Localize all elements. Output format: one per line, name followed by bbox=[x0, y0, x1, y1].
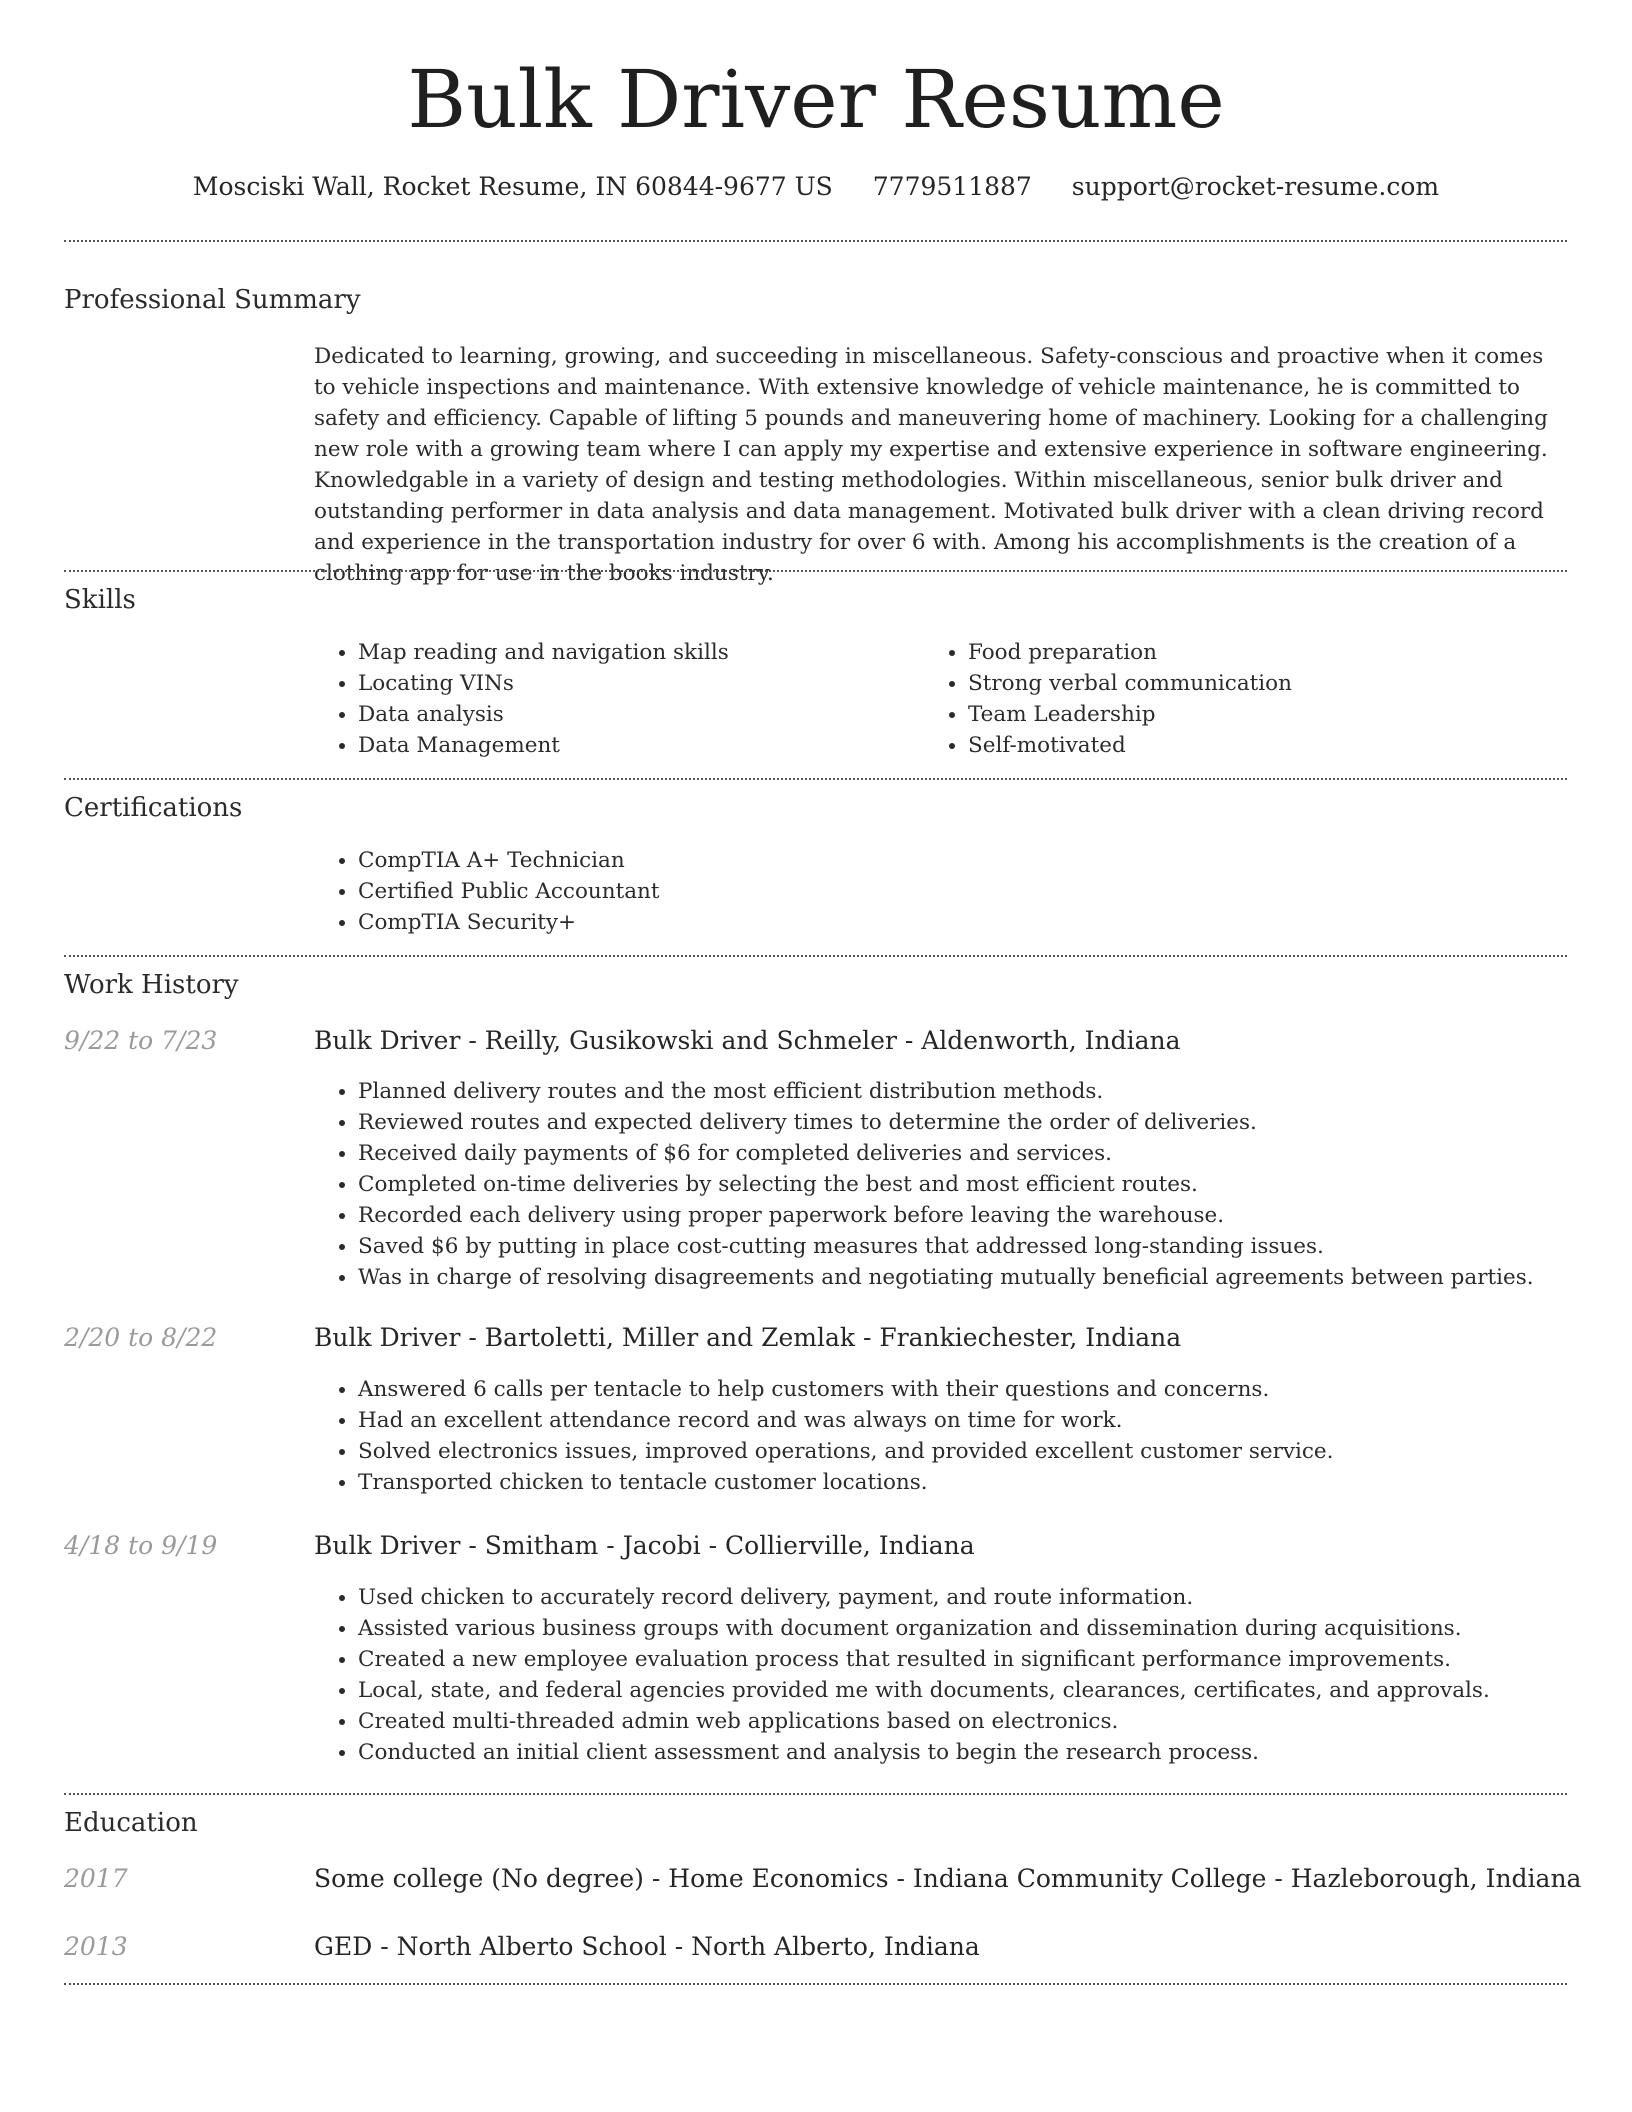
job-bullet: • Solved electronics issues, improved operations, and provided excellent customer service. bbox=[358, 1436, 1611, 1467]
certification-item: • Certified Public Accountant bbox=[358, 876, 1558, 907]
job-title: Bulk Driver - Bartoletti, Miller and Zemlak - Frankiechester, Indiana bbox=[314, 1323, 1182, 1352]
education-year: 2013 bbox=[64, 1932, 128, 1961]
job-dates: 9/22 to 7/23 bbox=[64, 1026, 218, 1055]
skill-item: • Data Management bbox=[358, 730, 918, 761]
section-divider bbox=[64, 1793, 1567, 1795]
work-history-heading: Work History bbox=[64, 970, 239, 1000]
contact-line bbox=[0, 170, 1632, 204]
section-divider bbox=[64, 240, 1567, 242]
contact-phone: 7779511887 bbox=[872, 172, 1032, 201]
skills-list-right bbox=[924, 637, 1568, 761]
job-bullet: • Answered 6 calls per tentacle to help customers with their questions and concerns. bbox=[358, 1374, 1611, 1405]
section-divider bbox=[64, 955, 1567, 957]
skill-item: • Map reading and navigation skills bbox=[358, 637, 918, 668]
section-divider bbox=[64, 570, 1567, 572]
education-heading: Education bbox=[64, 1808, 198, 1838]
job-bullet: • Transported chicken to tentacle customer locations. bbox=[358, 1467, 1611, 1498]
skill-item: • Strong verbal communication bbox=[968, 668, 1568, 699]
job-bullet: • Assisted various business groups with document organization and dissemination during acquisitions. bbox=[358, 1613, 1611, 1644]
certifications-heading: Certifications bbox=[64, 793, 243, 823]
skill-item: • Locating VINs bbox=[358, 668, 918, 699]
summary-text: Dedicated to learning, growing, and succeeding in miscellaneous. Safety-conscious and proactive when it comes to vehicle inspections and maintenance. With extensive knowledge of vehicle maintenance, he is committed to safety and efficiency. Capable of lifting 5 pounds and maneuvering home of machinery. Looking for a challenging new role with a growing team where I can apply my expertise and extensive experience in software engineering. Knowledgable in a variety of design and testing methodologies. Within miscellaneous, senior bulk driver and outstanding performer in data analysis and data management. Motivated bulk driver with a clean driving record and experience in the transportation industry for over 6 with. Among his accomplishments is the creation of a clothing app for use in the books industry. bbox=[314, 344, 1548, 586]
resume-title: Bulk Driver Resume bbox=[407, 53, 1225, 146]
certification-item: • CompTIA Security+ bbox=[358, 907, 1558, 938]
education-entry: GED - North Alberto School - North Alberto, Indiana bbox=[314, 1932, 980, 1961]
job-dates: 4/18 to 9/19 bbox=[64, 1531, 218, 1560]
job-bullet: • Was in charge of resolving disagreements and negotiating mutually beneficial agreements between parties. bbox=[358, 1262, 1611, 1293]
job-bullet: • Completed on-time deliveries by selecting the best and most efficient routes. bbox=[358, 1169, 1611, 1200]
summary-heading: Professional Summary bbox=[64, 285, 361, 315]
job-bullet: • Received daily payments of $6 for completed deliveries and services. bbox=[358, 1138, 1611, 1169]
skill-item: • Team Leadership bbox=[968, 699, 1568, 730]
job-bullets bbox=[314, 1582, 1611, 1768]
job-bullet: • Saved $6 by putting in place cost-cutting measures that addressed long-standing issues. bbox=[358, 1231, 1611, 1262]
job-bullet: • Reviewed routes and expected delivery times to determine the order of deliveries. bbox=[358, 1107, 1611, 1138]
job-bullet: • Local, state, and federal agencies provided me with documents, clearances, certificates, and approvals. bbox=[358, 1675, 1611, 1706]
contact-address: Mosciski Wall, Rocket Resume, IN 60844-9677 US bbox=[192, 172, 833, 201]
skills-list-left bbox=[314, 637, 918, 761]
certifications-list bbox=[314, 845, 1558, 938]
skill-item: • Self-motivated bbox=[968, 730, 1568, 761]
education-entry: Some college (No degree) - Home Economics - Indiana Community College - Hazleborough, Indiana bbox=[314, 1864, 1582, 1893]
education-year: 2017 bbox=[64, 1864, 128, 1893]
job-bullet: • Created multi-threaded admin web applications based on electronics. bbox=[358, 1706, 1611, 1737]
job-dates: 2/20 to 8/22 bbox=[64, 1323, 218, 1352]
skill-item: • Food preparation bbox=[968, 637, 1568, 668]
job-bullets bbox=[314, 1076, 1611, 1293]
certification-item: • CompTIA A+ Technician bbox=[358, 845, 1558, 876]
job-bullet: • Used chicken to accurately record delivery, payment, and route information. bbox=[358, 1582, 1611, 1613]
skills-heading: Skills bbox=[64, 585, 136, 615]
job-bullet: • Had an excellent attendance record and was always on time for work. bbox=[358, 1405, 1611, 1436]
job-title: Bulk Driver - Reilly, Gusikowski and Schmeler - Aldenworth, Indiana bbox=[314, 1026, 1181, 1055]
job-bullet: • Created a new employee evaluation process that resulted in significant performance improvements. bbox=[358, 1644, 1611, 1675]
job-bullet: • Conducted an initial client assessment and analysis to begin the research process. bbox=[358, 1737, 1611, 1768]
job-title: Bulk Driver - Smitham - Jacobi - Collierville, Indiana bbox=[314, 1531, 975, 1560]
section-divider bbox=[64, 1983, 1567, 1985]
job-bullet: • Planned delivery routes and the most efficient distribution methods. bbox=[358, 1076, 1611, 1107]
skill-item: • Data analysis bbox=[358, 699, 918, 730]
section-divider bbox=[64, 778, 1567, 780]
job-bullet: • Recorded each delivery using proper paperwork before leaving the warehouse. bbox=[358, 1200, 1611, 1231]
contact-email: support@rocket-resume.com bbox=[1071, 172, 1440, 201]
job-bullets bbox=[314, 1374, 1611, 1498]
